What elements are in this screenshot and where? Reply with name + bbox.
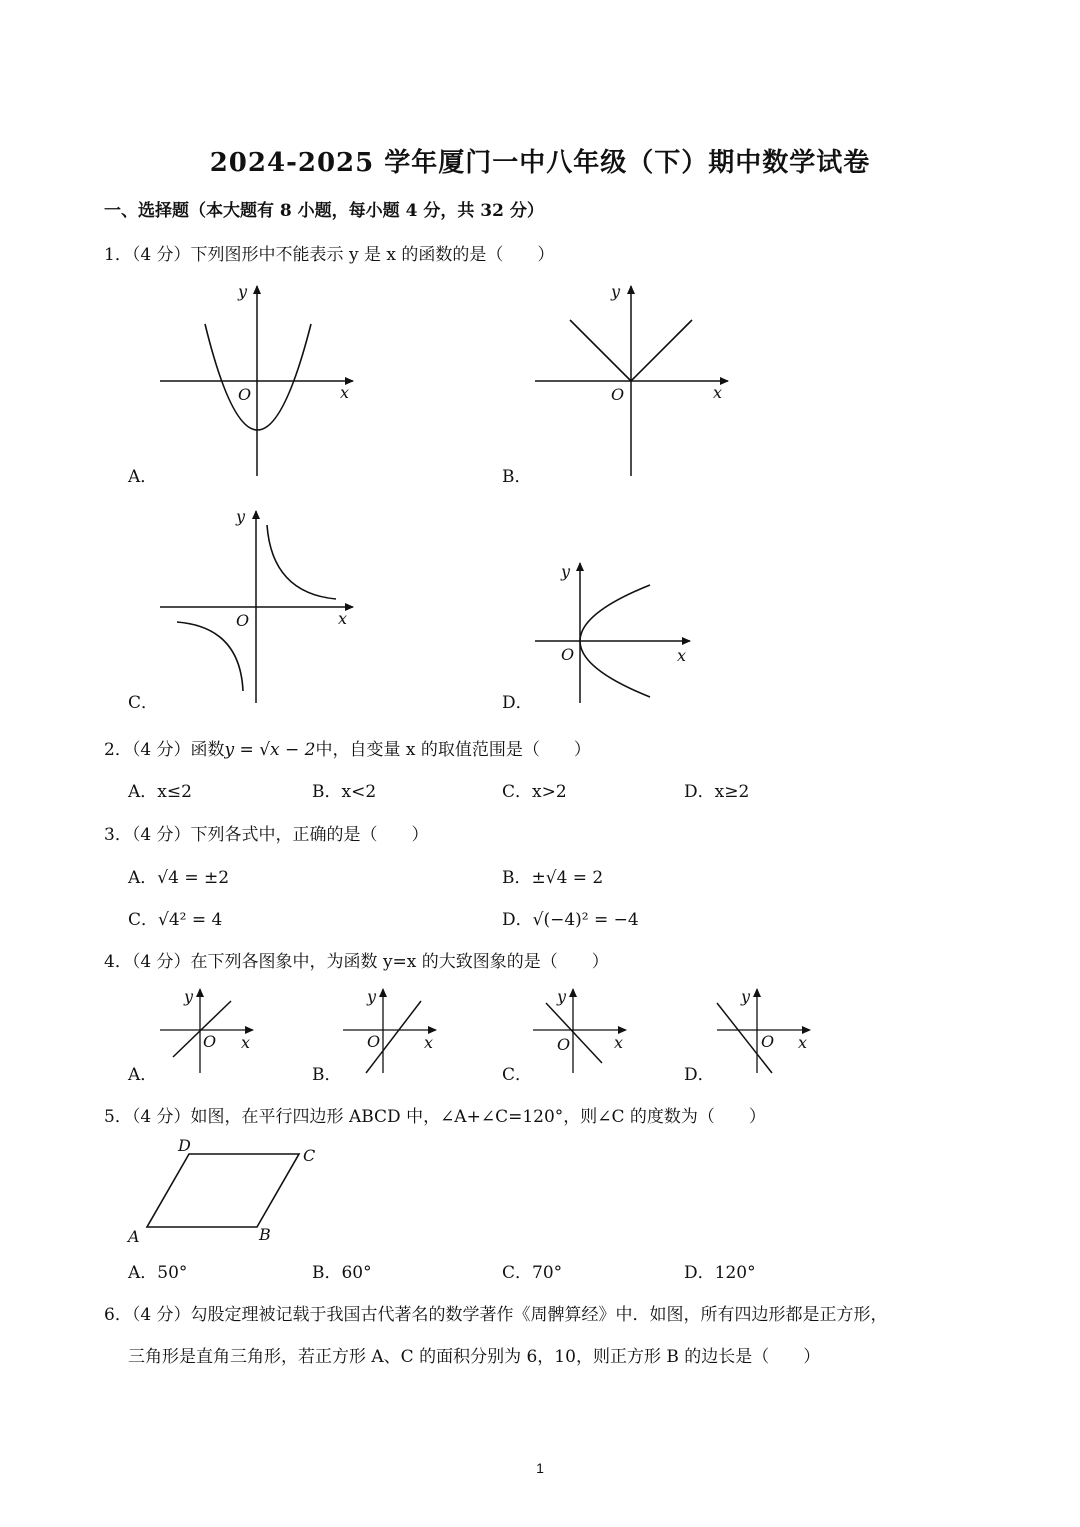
y-axis-label: y [236, 507, 246, 526]
hyperbola-branch-1 [267, 525, 336, 599]
origin-label: O [557, 1035, 571, 1054]
q4-label-b: B． [312, 1065, 342, 1085]
vertex-b-label: B [259, 1225, 271, 1244]
q5-option-b: B．60° [312, 1263, 372, 1283]
x-axis-label: x [677, 646, 687, 665]
q3-option-a: A．√4 = ±2 [128, 868, 230, 888]
q5-option-a: A．50° [128, 1263, 188, 1283]
vertex-c-label: C [303, 1146, 316, 1165]
q4-label-a: A． [128, 1065, 158, 1085]
x-axis-label: x [424, 1033, 434, 1052]
left-branch [570, 320, 631, 381]
q5-option-c: C．70° [502, 1263, 563, 1283]
q5-option-d: D．120° [684, 1263, 756, 1283]
q1-label-d: D． [502, 693, 533, 713]
q3-option-c: C．√4² = 4 [128, 910, 223, 930]
origin-label: O [203, 1032, 217, 1051]
x-axis-label: x [614, 1033, 624, 1052]
vertex-d-label: D [178, 1136, 191, 1155]
x-axis-label: x [798, 1033, 808, 1052]
y-axis-label: y [741, 987, 751, 1006]
q4-label-d: D． [684, 1065, 715, 1085]
origin-label: O [367, 1032, 381, 1051]
question-4-text: 4．（4 分）在下列各图象中，为函数 y=x 的大致图象的是（ ） [104, 952, 609, 972]
q4-label-c: C． [502, 1065, 533, 1085]
q2-option-a: A．x≤2 [128, 782, 192, 802]
x-axis-label: x [340, 383, 350, 402]
x-axis-label: x [713, 383, 723, 402]
question-1-text: 1．（4 分）下列图形中不能表示 y 是 x 的函数的是（ ） [104, 245, 555, 265]
line-graph [546, 1003, 602, 1063]
q3-option-b: B．±√4 = 2 [502, 868, 604, 888]
page-number: 1 [536, 1460, 544, 1476]
origin-label: O [238, 385, 252, 404]
q1-label-b: B． [502, 467, 532, 487]
question-3-text: 3．（4 分）下列各式中，正确的是（ ） [104, 825, 429, 845]
origin-label: O [236, 611, 250, 630]
q1-graph-a [150, 280, 370, 485]
hyperbola-branch-2 [177, 622, 243, 691]
y-axis-label: y [611, 282, 621, 301]
q4-graph-a [155, 985, 265, 1075]
q4-graph-c [528, 985, 638, 1075]
vertex-a-label: A [128, 1227, 140, 1246]
section-heading: 一、选择题（本大题有 8 小题，每小题 4 分，共 32 分） [104, 201, 544, 221]
q4-graph-b [338, 985, 448, 1075]
q1-graph-b [525, 280, 745, 485]
question-2-suffix: 中，自变量 x 的取值范围是（ ） [315, 740, 591, 760]
parallelogram-figure [120, 1130, 330, 1248]
q1-graph-c [150, 505, 370, 710]
q2-option-b: B．x<2 [312, 782, 377, 802]
q2-option-d: D．x≥2 [684, 782, 750, 802]
y-axis-label: y [184, 987, 194, 1006]
q1-graph-d [525, 555, 705, 705]
y-axis-label: y [367, 987, 377, 1006]
parabola-curve [205, 324, 311, 430]
page-title: 2024-2025 学年厦门一中八年级（下）期中数学试卷 [209, 148, 871, 178]
question-5-text: 5．（4 分）如图，在平行四边形 ABCD 中，∠A+∠C=120°，则∠C 的度数为（ ） [104, 1107, 766, 1127]
origin-label: O [761, 1032, 775, 1051]
question-2-formula: y = √x − 2 [224, 740, 316, 760]
q1-label-c: C． [128, 693, 159, 713]
line-graph [173, 1001, 231, 1057]
x-axis-label: x [338, 609, 348, 628]
y-axis-label: y [238, 282, 248, 301]
question-2-text [104, 735, 591, 760]
q3-option-d: D．√(−4)² = −4 [502, 910, 639, 930]
x-axis-label: x [241, 1033, 251, 1052]
right-branch [631, 320, 692, 381]
q2-option-c: C．x>2 [502, 782, 567, 802]
question-6-line-2: 三角形是直角三角形，若正方形 A、C 的面积分别为 6，10，则正方形 B 的边长是（ ） [128, 1347, 821, 1367]
q1-label-a: A． [128, 467, 158, 487]
origin-label: O [611, 385, 625, 404]
y-axis-label: y [557, 987, 567, 1006]
q4-graph-d [712, 985, 822, 1075]
y-axis-label: y [561, 562, 571, 581]
parallelogram-abcd [147, 1154, 299, 1227]
origin-label: O [561, 645, 575, 664]
question-6-line-1: 6．（4 分）勾股定理被记载于我国古代著名的数学著作《周髀算经》中．如图，所有四边形都是正方形， [104, 1305, 888, 1325]
question-2-prefix: 2．（4 分）函数 [104, 740, 225, 760]
